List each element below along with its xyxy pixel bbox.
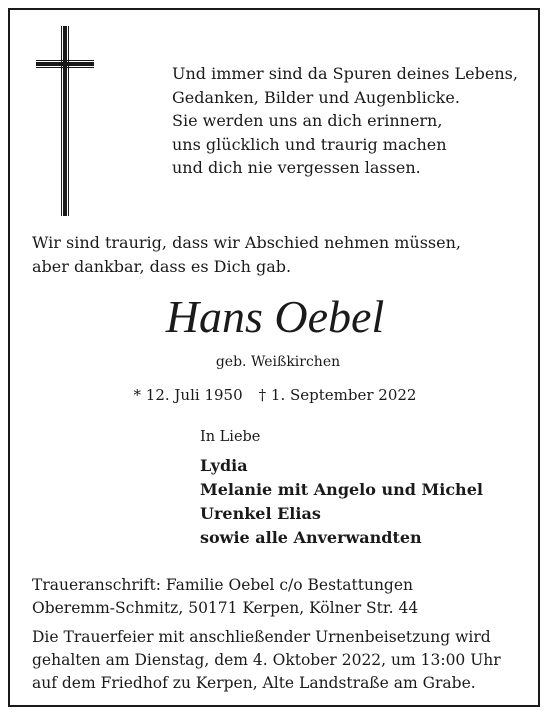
service-notice [32,626,501,695]
birth-date: * 12. Juli 1950 [133,386,243,404]
mourner-name: Lydia [200,456,248,475]
intro-text [32,231,461,279]
poem-line: Gedanken, Bilder und Augenblicke. [172,87,460,107]
intro-line: aber dankbar, dass es Dich gab. [32,257,292,276]
service-line: Die Trauerfeier mit anschließender Urnenbeisetzung wird [32,628,491,646]
mourning-address [32,574,418,620]
mourner-name: sowie alle Anverwandten [200,528,422,547]
address-line: Oberemm-Schmitz, 50171 Kerpen, Kölner Str. 44 [32,599,419,617]
poem-verse [172,62,518,180]
death-date: † 1. September 2022 [258,386,417,404]
poem-line: und dich nie vergessen lassen. [172,158,421,177]
poem-line: Und immer sind da Spuren deines Lebens, [172,64,518,83]
mourners-lead: In Liebe [200,429,261,445]
mourner-name: Melanie mit Angelo und Michel [200,480,483,499]
life-dates [0,384,550,406]
deceased-name: Hans Oebel [165,291,385,342]
service-line: gehalten am Dienstag, dem 4. Oktober 2022, um 13:00 Uhr [32,651,501,669]
cross-icon [36,26,94,216]
intro-line: Wir sind traurig, dass wir Abschied nehmen müssen, [32,233,461,252]
mourner-name: Urenkel Elias [200,504,321,523]
birth-name: geb. Weißkirchen [215,354,341,370]
address-line: Traueranschrift: Familie Oebel c/o Bestattungen [32,576,413,594]
poem-line: uns glücklich und traurig machen [172,134,447,154]
service-line: auf dem Friedhof zu Kerpen, Alte Landstraße am Grabe. [32,674,476,692]
poem-line: Sie werden uns an dich erinnern, [172,111,443,130]
mourners-block [200,426,483,550]
